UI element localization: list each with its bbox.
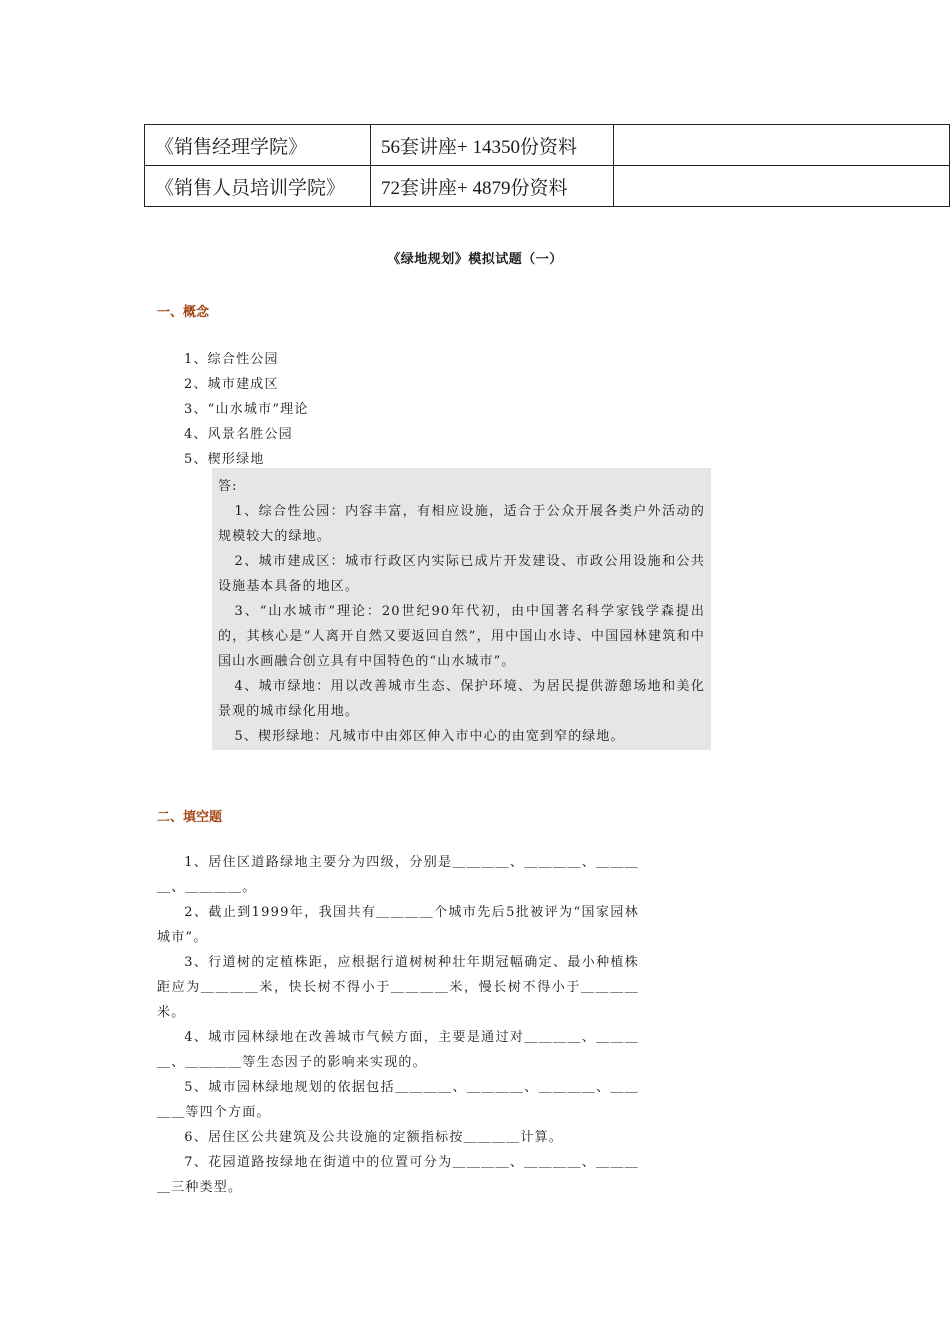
question-item: 7、花园道路按绿地在街道中的位置可分为＿＿＿＿、＿＿＿＿、＿＿＿＿三种类型。 (157, 1155, 639, 1195)
list-item: 5、楔形绿地 (184, 452, 265, 467)
section-heading-fill-in: 二、填空题 (157, 810, 223, 825)
table-row (145, 166, 950, 207)
question-item: 1、居住区道路绿地主要分为四级，分别是＿＿＿＿、＿＿＿＿、＿＿＿＿、＿＿＿＿。 (157, 855, 639, 895)
question-item: 6、居住区公共建筑及公共设施的定额指标按＿＿＿＿计算。 (184, 1130, 563, 1145)
table-cell: 56套讲座+ 14350份资料 (371, 125, 614, 166)
answer-item: 1、综合性公园：内容丰富，有相应设施，适合于公众开展各类户外活动的规模较大的绿地。 (218, 504, 705, 544)
resource-table (144, 124, 950, 207)
section-heading-concepts: 一、概念 (157, 305, 210, 320)
table-cell: 《销售经理学院》 (145, 125, 371, 166)
answer-label: 答: (218, 479, 238, 494)
question-item: 3、行道树的定植株距，应根据行道树树种壮年期冠幅确定、最小种植株距应为＿＿＿＿米，快长树不得小于＿＿＿＿米，慢长树不得小于＿＿＿＿米。 (157, 955, 639, 1020)
list-item: 1、综合性公园 (184, 352, 279, 367)
answer-box (212, 468, 711, 750)
question-item: 5、城市园林绿地规划的依据包括＿＿＿＿、＿＿＿＿、＿＿＿＿、＿＿＿＿等四个方面。 (157, 1080, 639, 1120)
fill-in-questions (157, 850, 639, 1200)
concept-list (184, 347, 309, 472)
list-item: 2、城市建成区 (184, 377, 279, 392)
table-cell (614, 125, 950, 166)
question-item: 4、城市园林绿地在改善城市气候方面，主要是通过对＿＿＿＿、＿＿＿＿、＿＿＿＿等生态因子的影响来实现的。 (157, 1030, 639, 1070)
question-item: 2、截止到1999年，我国共有＿＿＿＿个城市先后5批被评为“国家园林城市”。 (157, 905, 639, 945)
list-item: 4、风景名胜公园 (184, 427, 293, 442)
answer-item: 4、城市绿地：用以改善城市生态、保护环境、为居民提供游憩场地和美化景观的城市绿化用地。 (218, 679, 705, 719)
answer-item: 2、城市建成区：城市行政区内实际已成片开发建设、市政公用设施和公共设施基本具备的地区。 (218, 554, 705, 594)
table-cell (614, 166, 950, 207)
answer-item: 5、楔形绿地：凡城市中由郊区伸入市中心的由宽到窄的绿地。 (234, 729, 625, 744)
table-cell: 《销售人员培训学院》 (145, 166, 371, 207)
answer-item: 3、“山水城市”理论：20世纪90年代初，由中国著名科学家钱学森提出的，其核心是“人离开自然又要返回自然”，用中国山水诗、中国园林建筑和中国山水画融合创立具有中国特色的“山水城市”。 (218, 604, 705, 669)
table-cell: 72套讲座+ 4879份资料 (371, 166, 614, 207)
document-title: 《绿地规划》模拟试题（一） (387, 252, 563, 267)
table-row (145, 125, 950, 166)
list-item: 3、“山水城市”理论 (184, 402, 309, 417)
